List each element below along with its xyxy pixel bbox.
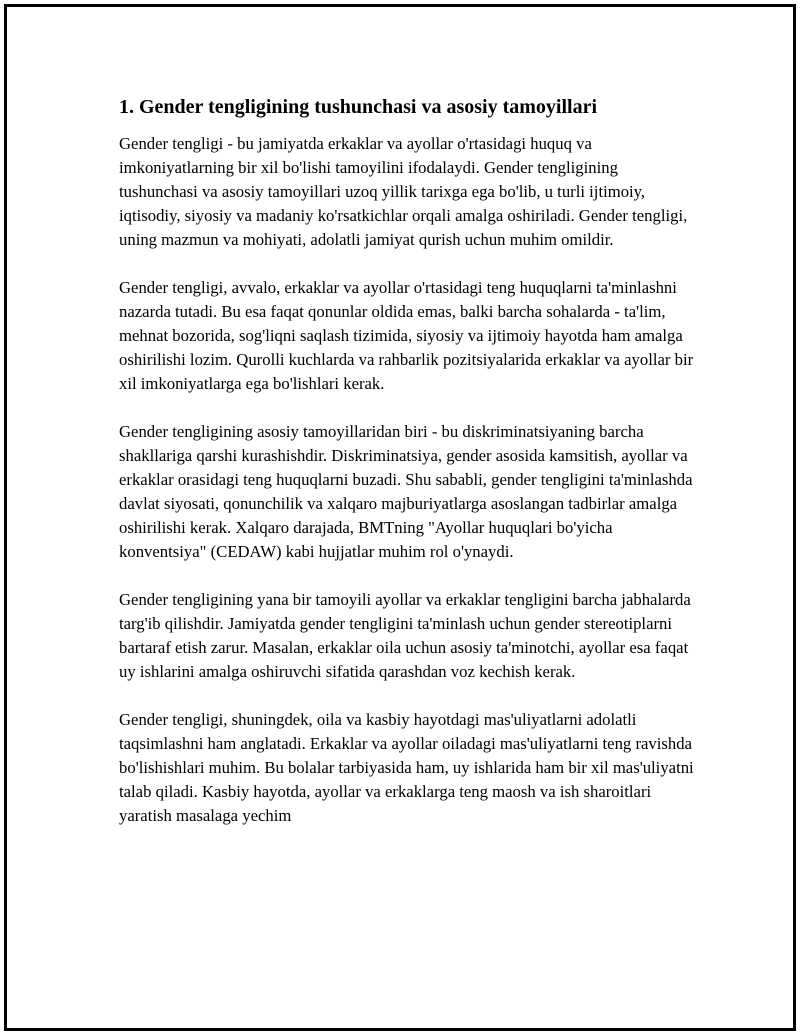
paragraph-4: Gender tengligining yana bir tamoyili ayollar va erkaklar tengligini barcha jabhalarda targ'ib qilishdir. Jamiyatda gender tengligini ta'minlash uchun gender stereotiplarni bartaraf etish zarur. Masalan, erkaklar oila uchun asosiy ta'minotchi, ayollar esa faqat uy ishlarini amalga oshiruvchi sifatida qarashdan voz kechish kerak. [119,590,691,681]
section-heading: 1. Gender tengligining tushunchasi va asosiy tamoyillari [119,96,598,118]
paragraph-1: Gender tengligi - bu jamiyatda erkaklar va ayollar o'rtasidagi huquq va imkoniyatlarning bir xil bo'lishi tamoyilini ifodalaydi. Gender tengligining tushunchasi va asosiy tamoyillari uzoq yillik tarixga ega bo'lib, u turli ijtimoiy, iqtisodiy, siyosiy va madaniy ko'rsatkichlar orqali amalga oshiriladi. Gender tengligi, uning mazmun va mohiyati, adolatli jamiyat qurish uchun muhim omildir. [119,134,688,249]
paragraph-3: Gender tengligining asosiy tamoyillaridan biri - bu diskriminatsiyaning barcha shakllariga qarshi kurashishdir. Diskriminatsiya, gender asosida kamsitish, ayollar va erkaklar orasidagi teng huquqlarni buzadi. Shu sababli, gender tengligini ta'minlashda davlat siyosati, qonunchilik va xalqaro majburiyatlarga asoslangan tadbirlar amalga oshirilishi kerak. Xalqaro darajada, BMTning "Ayollar huquqlari bo'yicha konventsiya" (CEDAW) kabi hujjatlar muhim rol o'ynaydi. [119,422,693,561]
document-body [119,93,699,852]
paragraph-2: Gender tengligi, avvalo, erkaklar va ayollar o'rtasidagi teng huquqlarni ta'minlashni nazarda tutadi. Bu esa faqat qonunlar oldida emas, balki barcha sohalarda - ta'lim, mehnat bozorida, sog'liqni saqlash tizimida, siyosiy va ijtimoiy hayotda ham amalga oshirilishi lozim. Qurolli kuchlarda va rahbarlik pozitsiyalarida erkaklar va ayollar bir xil imkoniyatlarga ega bo'lishlari kerak. [119,278,694,393]
paragraph-5: Gender tengligi, shuningdek, oila va kasbiy hayotdagi mas'uliyatlarni adolatli taqsimlashni ham anglatadi. Erkaklar va ayollar oiladagi mas'uliyatlarni teng ravishda bo'lishishlari muhim. Bu bolalar tarbiyasida ham, uy ishlarida ham bir xil mas'uliyatni talab qiladi. Kasbiy hayotda, ayollar va erkaklarga teng maosh va ish sharoitlari yaratish masalaga yechim [119,710,694,825]
